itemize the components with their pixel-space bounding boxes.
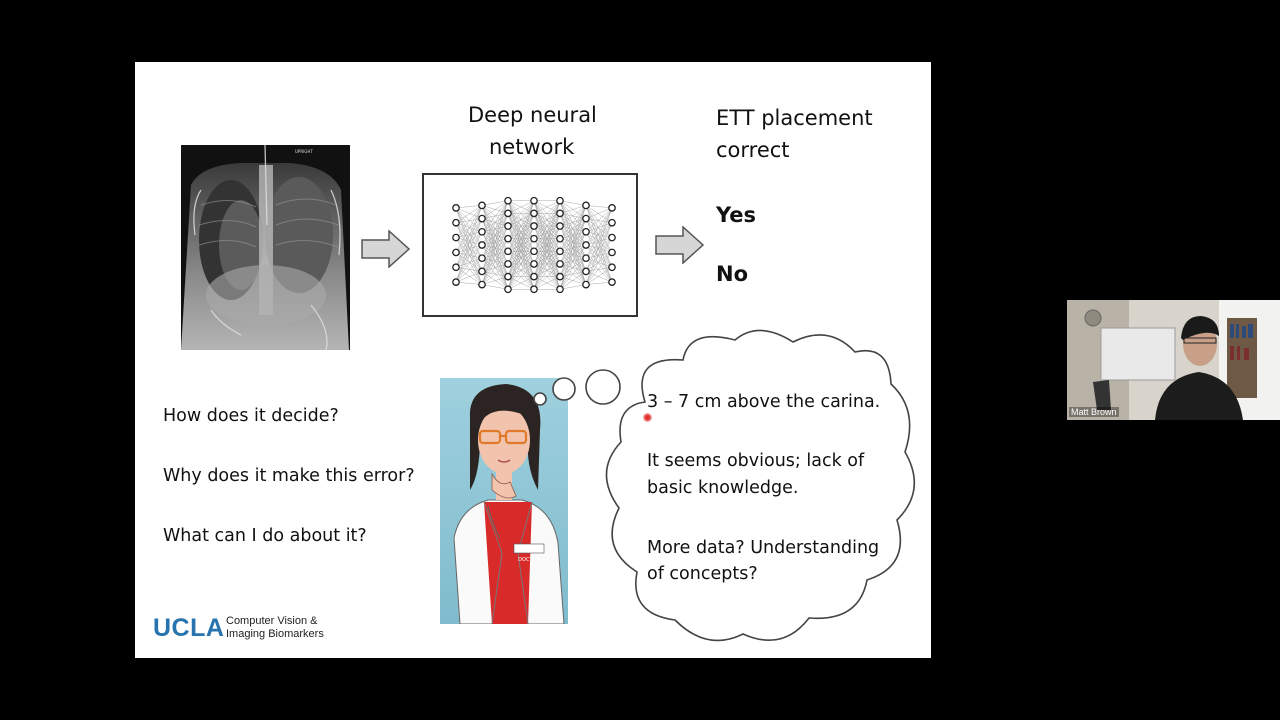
question-1: How does it decide? bbox=[163, 406, 339, 426]
thought-line-2a: It seems obvious; lack of bbox=[647, 451, 865, 471]
nn-node bbox=[479, 242, 485, 248]
right-arrow-icon-2 bbox=[655, 226, 705, 264]
nn-node bbox=[583, 281, 589, 287]
nn-node bbox=[583, 268, 589, 274]
thought-line-3a: More data? Understanding bbox=[647, 538, 880, 558]
nn-node bbox=[583, 255, 589, 261]
nn-node bbox=[583, 242, 589, 248]
chest-xray-image bbox=[181, 145, 350, 350]
nn-node bbox=[609, 205, 615, 211]
nn-node bbox=[609, 220, 615, 226]
ucla-subtitle-line1: Computer Vision & bbox=[226, 615, 318, 627]
nn-node bbox=[505, 223, 511, 229]
nn-node bbox=[583, 202, 589, 208]
presentation-slide bbox=[135, 62, 931, 658]
nn-node bbox=[531, 273, 537, 279]
output-no: No bbox=[716, 262, 749, 286]
xray-marker-text: UPRIGHT bbox=[295, 149, 313, 154]
nn-node bbox=[557, 261, 563, 267]
nn-node bbox=[557, 286, 563, 292]
output-title-line1: ETT placement bbox=[716, 106, 873, 130]
nn-node bbox=[583, 229, 589, 235]
nn-node bbox=[505, 261, 511, 267]
neural-network-graph bbox=[424, 175, 636, 315]
nn-title-line2: network bbox=[489, 135, 575, 159]
nn-title-line1: Deep neural bbox=[468, 103, 597, 127]
nn-node bbox=[531, 223, 537, 229]
nn-node bbox=[557, 248, 563, 254]
doctor-badge-text: DOCTOR bbox=[518, 557, 540, 563]
nn-node bbox=[479, 215, 485, 221]
nn-node bbox=[453, 205, 459, 211]
nn-node bbox=[505, 198, 511, 204]
question-2: Why does it make this error? bbox=[163, 466, 415, 486]
nn-node bbox=[453, 234, 459, 240]
right-arrow-icon bbox=[361, 230, 411, 268]
nn-node bbox=[609, 234, 615, 240]
nn-node bbox=[609, 279, 615, 285]
nn-node bbox=[609, 264, 615, 270]
output-yes: Yes bbox=[716, 203, 757, 227]
nn-node bbox=[453, 264, 459, 270]
nn-node bbox=[479, 202, 485, 208]
nn-node bbox=[505, 273, 511, 279]
nn-node bbox=[531, 210, 537, 216]
nn-node bbox=[583, 215, 589, 221]
neural-network-diagram bbox=[422, 173, 638, 317]
nn-node bbox=[505, 210, 511, 216]
nn-node bbox=[453, 220, 459, 226]
participant-name-label: Matt Brown bbox=[1071, 407, 1117, 417]
nn-node bbox=[531, 286, 537, 292]
thought-line-3b: of concepts? bbox=[647, 564, 758, 584]
nn-node bbox=[557, 223, 563, 229]
ucla-wordmark: UCLA bbox=[153, 614, 225, 642]
nn-node bbox=[453, 279, 459, 285]
nn-node bbox=[609, 249, 615, 255]
nn-node bbox=[557, 235, 563, 241]
nn-node bbox=[505, 248, 511, 254]
thought-bubbles bbox=[531, 368, 627, 408]
thought-line-1: 3 – 7 cm above the carina. bbox=[647, 392, 881, 412]
nn-node bbox=[531, 248, 537, 254]
nn-node bbox=[557, 198, 563, 204]
nn-node bbox=[479, 255, 485, 261]
laser-pointer bbox=[643, 413, 652, 422]
nn-node bbox=[479, 229, 485, 235]
output-title-line2: correct bbox=[716, 138, 790, 162]
nn-node bbox=[557, 210, 563, 216]
nn-node bbox=[531, 198, 537, 204]
nn-node bbox=[505, 286, 511, 292]
nn-node bbox=[531, 235, 537, 241]
ucla-subtitle-line2: Imaging Biomarkers bbox=[226, 628, 324, 640]
nn-node bbox=[557, 273, 563, 279]
doctor-illustration bbox=[440, 378, 568, 624]
nn-node bbox=[479, 281, 485, 287]
nn-node bbox=[505, 235, 511, 241]
participant-video-tile[interactable] bbox=[1067, 300, 1280, 420]
nn-node bbox=[531, 261, 537, 267]
question-3: What can I do about it? bbox=[163, 526, 367, 546]
nn-node bbox=[479, 268, 485, 274]
thought-line-2b: basic knowledge. bbox=[647, 478, 799, 498]
nn-node bbox=[453, 249, 459, 255]
